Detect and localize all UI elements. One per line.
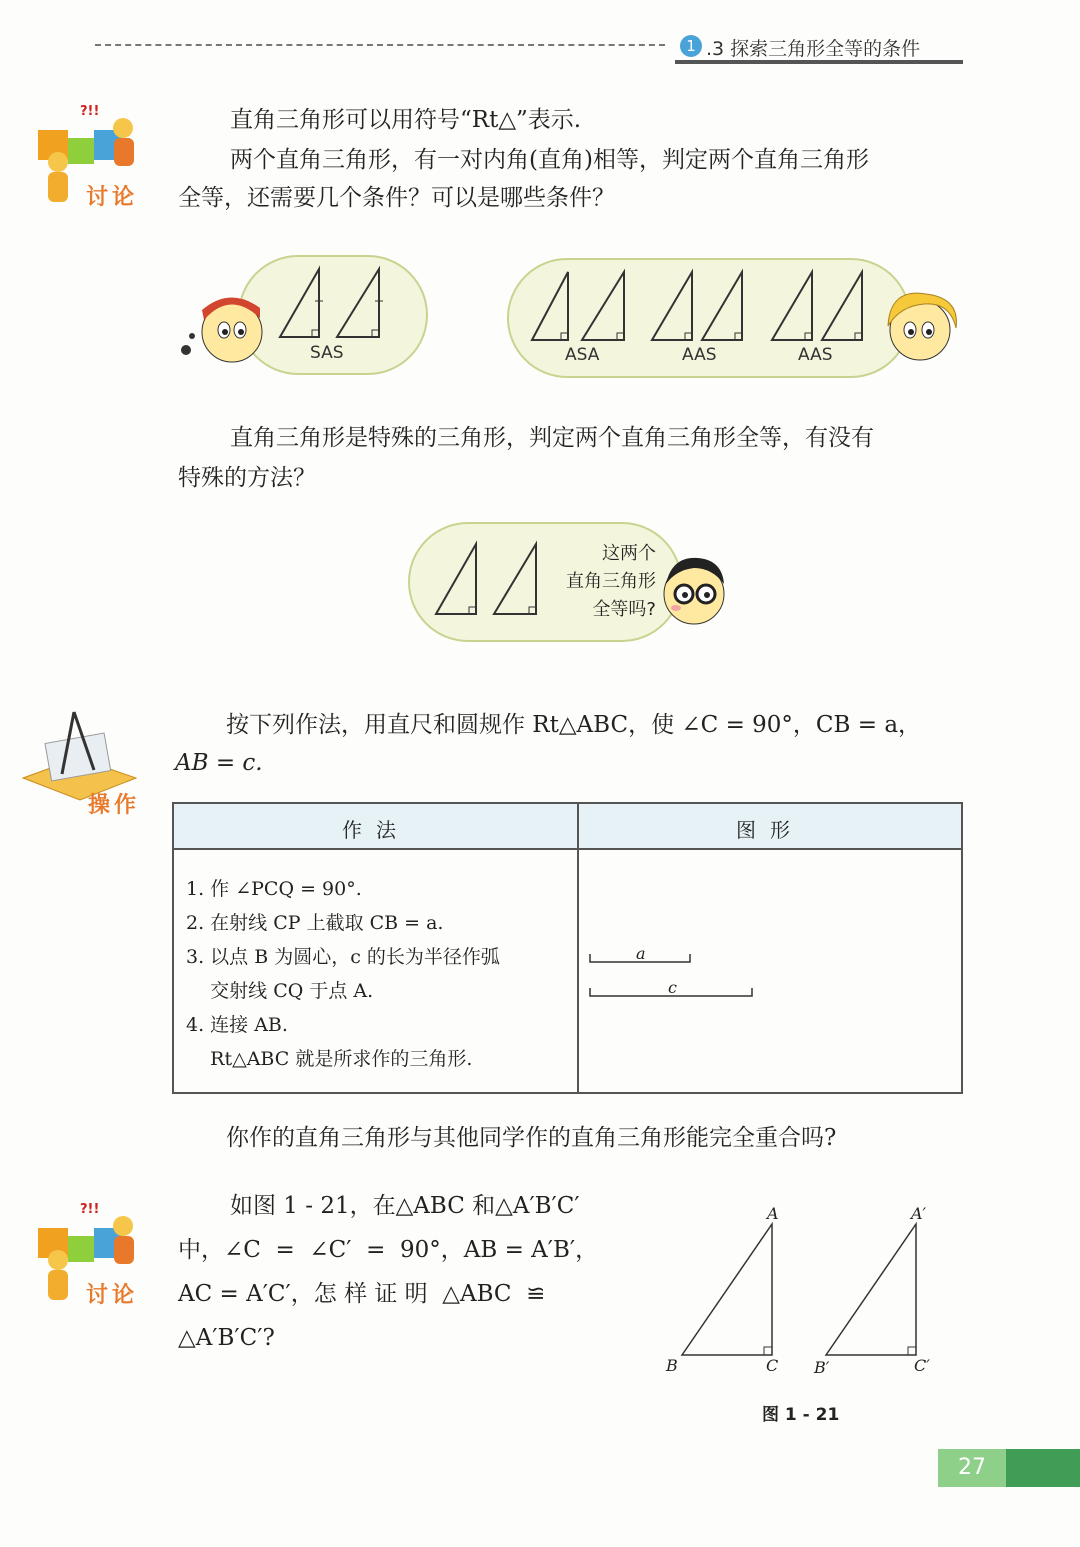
discuss2-line4: △A′B′C′? [178, 1325, 275, 1351]
asa-label: ASA [565, 345, 600, 365]
discuss1-p2-line2: 全等，还需要几个条件？可以是哪些条件？ [178, 185, 615, 211]
header-underline [675, 60, 963, 64]
discuss-icon-2 [28, 1198, 148, 1308]
table-header [174, 804, 961, 850]
step-1: 1. 作 ∠PCQ = 90°. [186, 878, 362, 900]
para2-line1: 直角三角形是特殊的三角形，判定两个直角三角形全等，有没有 [230, 425, 874, 451]
triangle-abc [682, 1224, 772, 1355]
segment-c-label: c [668, 978, 677, 997]
step-4: 4. 连接 AB. [186, 1014, 288, 1036]
bubble-line-2: 直角三角形 [566, 571, 656, 592]
label-a-prime: A′ [911, 1204, 927, 1223]
figure-caption: 图 1 - 21 [762, 1405, 840, 1425]
operation-line1: 按下列作法，用直尺和圆规作 Rt△ABC，使 ∠C = 90°，CB = a， [226, 712, 922, 738]
discuss1-p2-line1: 两个直角三角形，有一对内角(直角)相等，判定两个直角三角形 [230, 147, 869, 173]
label-c-prime: C′ [914, 1356, 930, 1375]
label-b-prime: B′ [814, 1358, 830, 1377]
sas-label: SAS [310, 343, 344, 363]
bubble-line-1: 这两个 [602, 543, 656, 564]
header-method: 作法 [342, 818, 410, 842]
step-3-cont: 交射线 CQ 于点 A. [186, 980, 374, 1002]
asa-aas-triangles [528, 268, 878, 348]
section-badge: 1 [680, 35, 702, 57]
bubble-question-text [552, 540, 656, 624]
discuss2-line3: AC = A′C′，怎 样 证 明 △ABC ≌ [178, 1281, 546, 1307]
aas-label-2: AAS [798, 345, 833, 365]
discuss-label-2: 讨论 [86, 1283, 139, 1308]
discuss2-line1: 如图 1 - 21，在△ABC 和△A′B′C′ [230, 1193, 580, 1219]
operation-icon [18, 708, 148, 818]
discuss-label: 讨论 [86, 185, 139, 210]
header-figure: 图形 [736, 818, 804, 842]
bubble-line-3: 全等吗? [592, 599, 656, 620]
glasses-boy-icon [652, 550, 736, 634]
discuss-marks-2: ?!! [80, 1202, 100, 1217]
page-number: 27 [938, 1449, 1006, 1487]
operation-label: 操作 [88, 793, 141, 818]
table-divider [577, 804, 579, 1092]
label-c: C [766, 1356, 779, 1375]
discuss1-p1: 直角三角形可以用符号“Rt△”表示. [230, 107, 582, 133]
section-title: .3 探索三角形全等的条件 [706, 38, 921, 60]
sas-triangles [275, 265, 395, 345]
step-2: 2. 在射线 CP 上截取 CB = a. [186, 912, 444, 934]
step-4-cont: Rt△ABC 就是所求作的三角形. [186, 1048, 473, 1070]
operation-line2: AB = c. [175, 750, 263, 776]
discuss-icon [28, 100, 148, 210]
figure-1-21 [660, 1200, 950, 1380]
construction-table [172, 802, 963, 1094]
segment-a-label: a [636, 944, 646, 963]
aas-label-1: AAS [682, 345, 717, 365]
triangle-abc-prime [826, 1224, 916, 1355]
boy-face-icon [180, 290, 270, 370]
discuss2-line2: 中，∠C = ∠C′ = 90°，AB = A′B′， [178, 1237, 599, 1263]
label-a: A [767, 1204, 779, 1223]
step-3: 3. 以点 B 为圆心，c 的长为半径作弧 [186, 946, 500, 968]
girl-face-icon [880, 288, 970, 368]
question: 你作的直角三角形与其他同学作的直角三角形能完全重合吗? [226, 1125, 837, 1151]
two-right-triangles [432, 540, 552, 620]
discuss-marks: ?!! [80, 104, 100, 119]
label-b: B [666, 1356, 678, 1375]
para2-line2: 特殊的方法？ [178, 465, 316, 491]
header-dashed-line [95, 44, 665, 46]
